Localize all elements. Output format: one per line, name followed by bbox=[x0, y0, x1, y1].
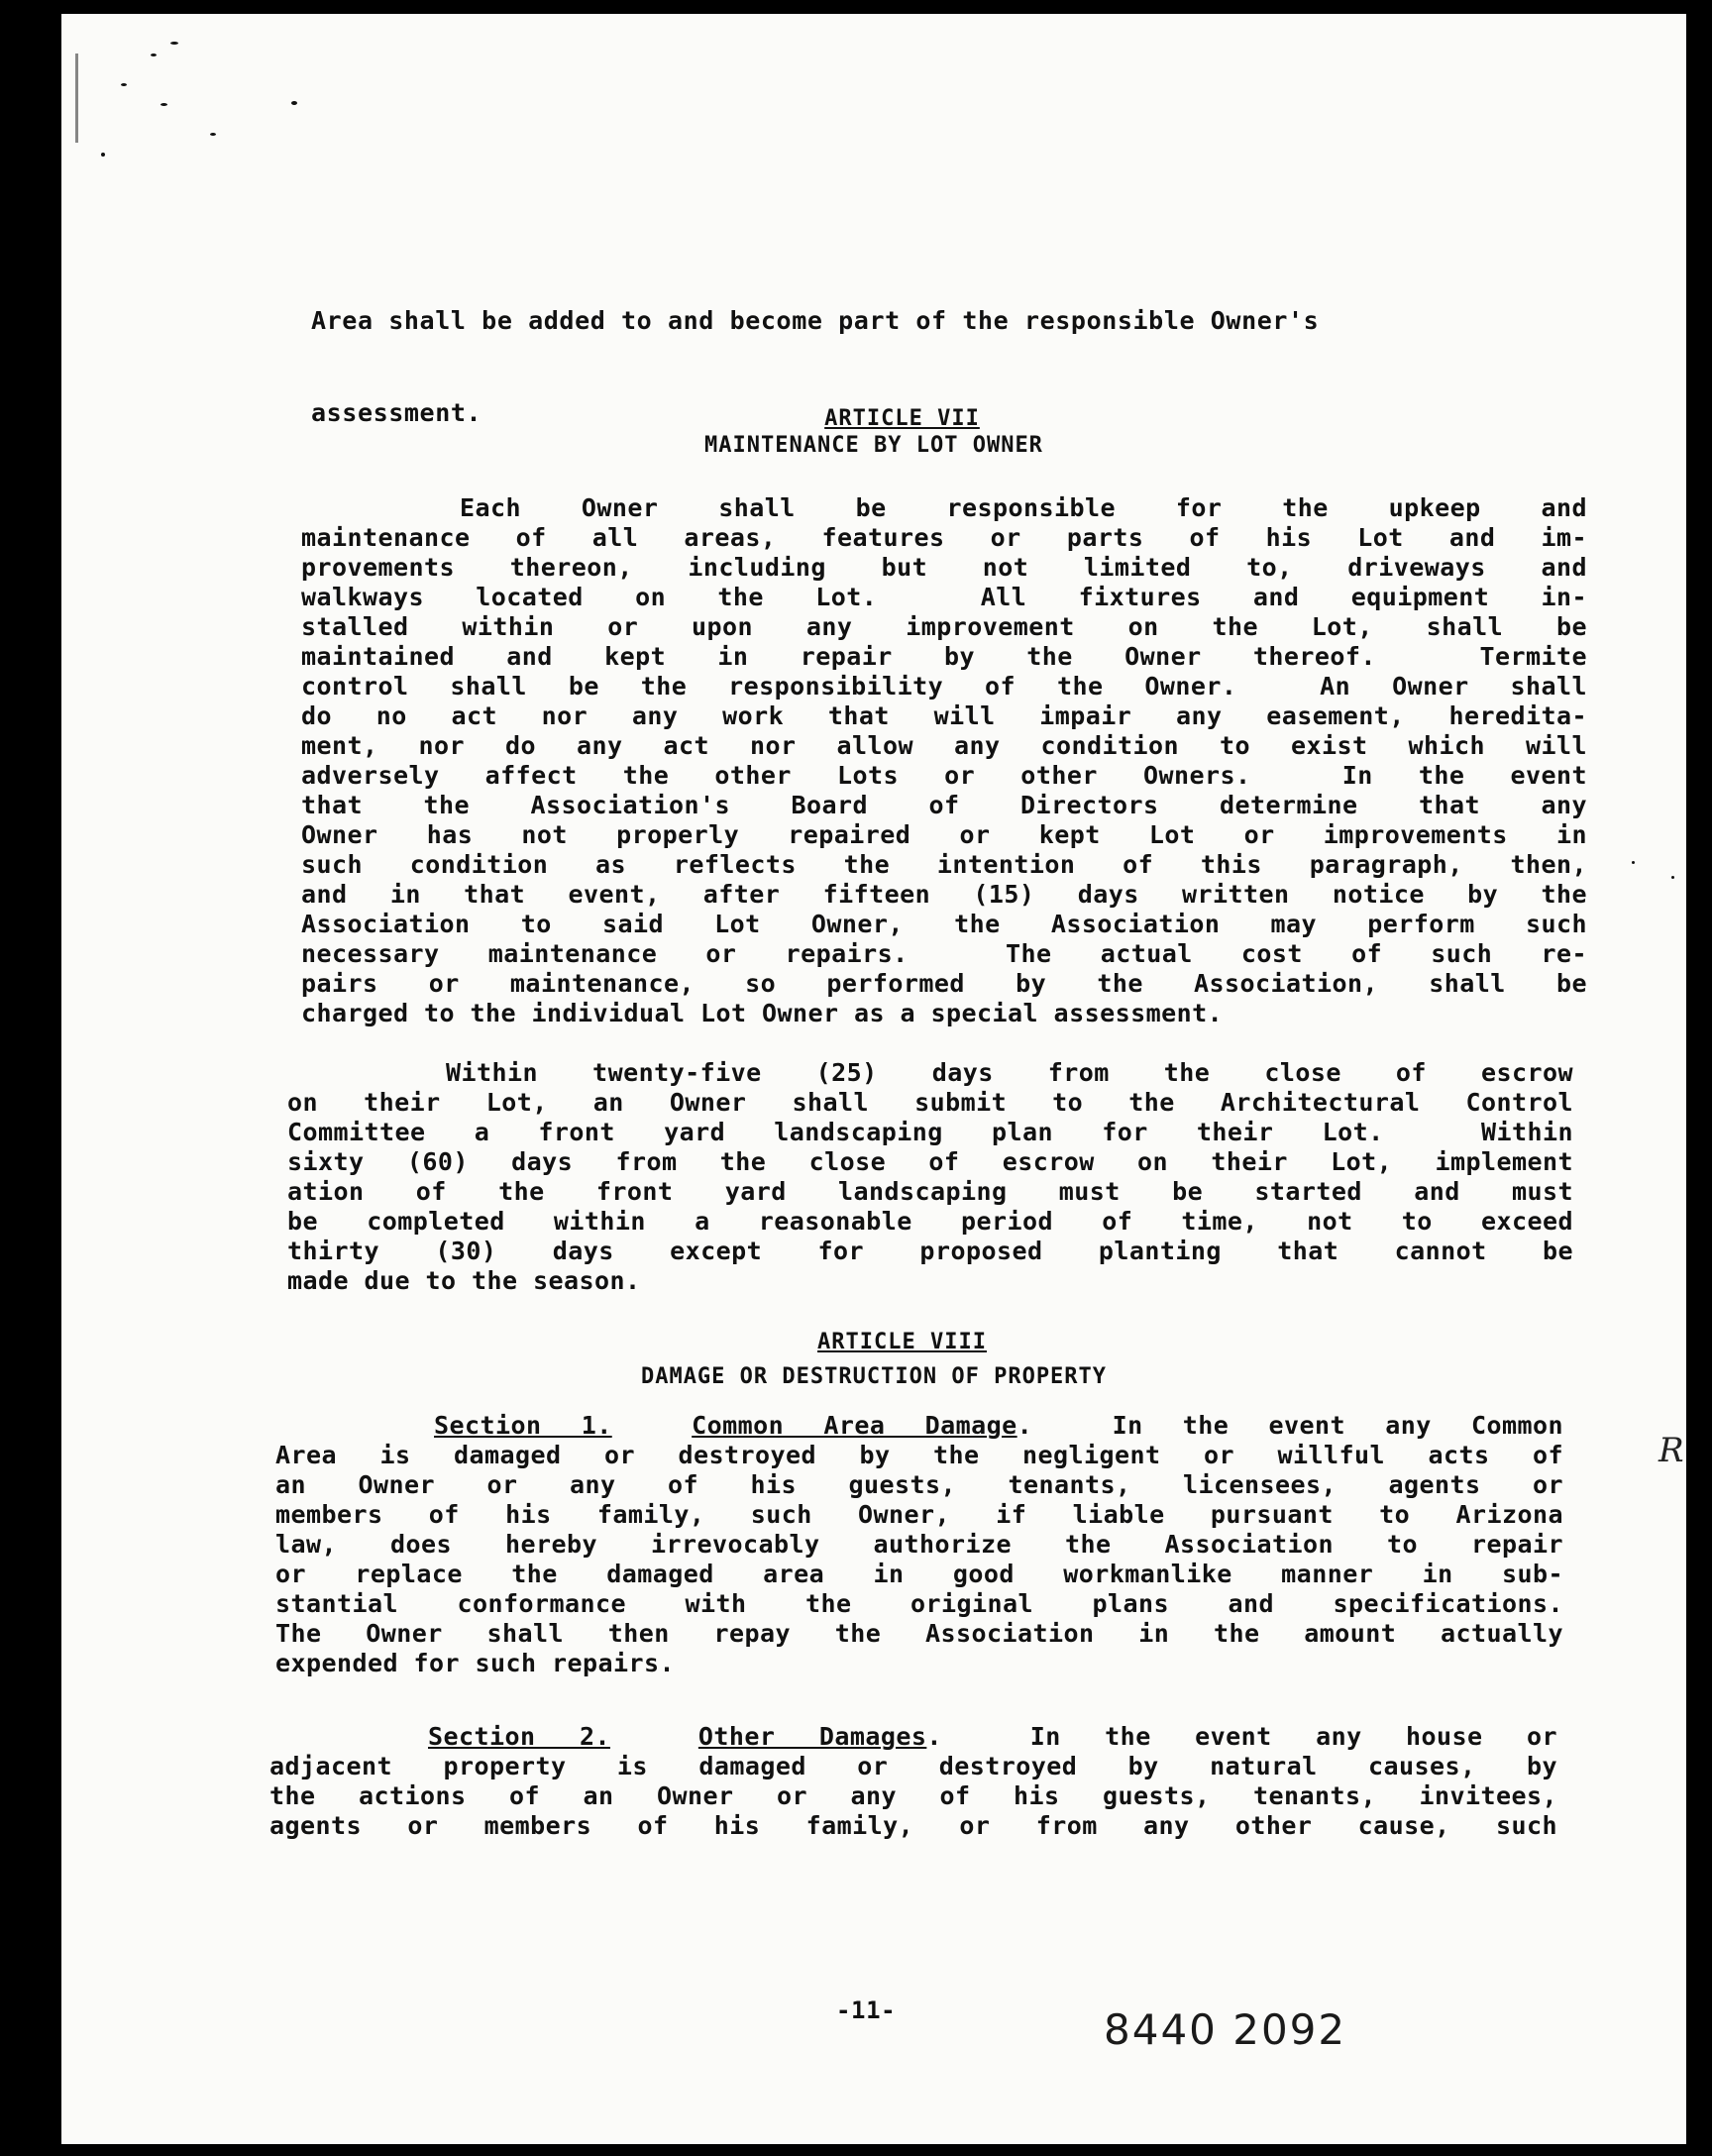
scan-speck bbox=[160, 103, 167, 106]
scan-speck bbox=[75, 54, 78, 143]
text-line: thirty (30) days except for proposed planting that cannot be bbox=[287, 1237, 1573, 1265]
scan-speck bbox=[121, 83, 127, 86]
text-line: . In the event any house or bbox=[926, 1722, 1557, 1751]
text-line: Area shall be added to and become part of the responsible Owner's bbox=[311, 306, 1320, 335]
section-2-label: Section 2. bbox=[428, 1722, 610, 1751]
text-line: necessary maintenance or repairs. The actual cost of such re- bbox=[301, 939, 1587, 968]
section-2-title: Other Damages bbox=[697, 1722, 927, 1751]
article-vii-subheading: MAINTENANCE BY LOT OWNER bbox=[704, 433, 1043, 458]
text-line: such condition as reflects the intention of this paragraph, then, bbox=[301, 850, 1587, 879]
section-1-label: Section 1. bbox=[434, 1411, 612, 1440]
text-line: expended for such repairs. bbox=[275, 1649, 676, 1677]
scan-speck bbox=[170, 42, 178, 45]
text-line: members of his family, such Owner, if liable pursuant to Arizona bbox=[275, 1500, 1563, 1529]
text-line: Association to said Lot Owner, the Association may perform such bbox=[301, 910, 1587, 938]
margin-mark: R bbox=[1658, 1431, 1684, 1470]
scan-speck bbox=[101, 153, 105, 157]
text-line: adjacent property is damaged or destroyed by natural causes, by bbox=[269, 1752, 1557, 1780]
text-line: Each Owner shall be responsible for the upkeep and bbox=[460, 493, 1587, 522]
text-line: charged to the individual Lot Owner as a special assessment. bbox=[301, 999, 1224, 1027]
section-1-first-line bbox=[275, 1411, 1563, 1441]
scan-speck bbox=[291, 101, 297, 105]
text-line: on their Lot, an Owner shall submit to the Architectural Control bbox=[287, 1088, 1573, 1117]
scan-speck bbox=[151, 54, 157, 56]
text-line: do no act nor any work that will impair any easement, heredita- bbox=[301, 701, 1587, 730]
text-line: be completed within a reasonable period of time, not to exceed bbox=[287, 1207, 1573, 1236]
text-line: maintenance of all areas, features or parts of his Lot and im- bbox=[301, 523, 1587, 552]
scan-speck bbox=[1671, 876, 1674, 879]
text-line: ation of the front yard landscaping must be started and must bbox=[287, 1177, 1573, 1206]
scan-speck bbox=[210, 133, 216, 136]
article-viii-subheading: DAMAGE OR DESTRUCTION OF PROPERTY bbox=[640, 1364, 1108, 1389]
text-line: Within twenty-five (25) days from the close of escrow bbox=[446, 1058, 1573, 1087]
text-line: sixty (60) days from the close of escrow on their Lot, implement bbox=[287, 1147, 1573, 1176]
text-line: stalled within or upon any improvement on the Lot, shall be bbox=[301, 612, 1587, 641]
text-line: ment, nor do any act nor allow any condition to exist which will bbox=[301, 731, 1587, 760]
text-line: law, does hereby irrevocably authorize the Association to repair bbox=[275, 1530, 1563, 1559]
text-line: assessment. bbox=[311, 398, 482, 427]
text-line: maintained and kept in repair by the Owner thereof. Termite bbox=[301, 642, 1587, 671]
text-line: adversely affect the other Lots or other Owners. In the event bbox=[301, 761, 1587, 790]
text-line: or replace the damaged area in good workmanlike manner in sub- bbox=[275, 1560, 1563, 1588]
page-number: -11- bbox=[836, 1996, 897, 2024]
text-line: stantial conformance with the original plans and specifications. bbox=[275, 1589, 1563, 1618]
section-1-paragraph bbox=[275, 1411, 1563, 1678]
bates-number: 8440 2092 bbox=[1104, 2005, 1347, 2054]
article-vii-title: ARTICLE VII bbox=[824, 406, 980, 431]
scan-speck bbox=[1632, 861, 1635, 864]
text-line: control shall be the responsibility of the Owner. An Owner shall bbox=[301, 672, 1587, 701]
text-line: made due to the season. bbox=[287, 1266, 641, 1295]
text-line: pairs or maintenance, so performed by the Association, shall be bbox=[301, 969, 1587, 998]
text-line: an Owner or any of his guests, tenants, licensees, agents or bbox=[275, 1470, 1563, 1499]
text-line: Committee a front yard landscaping plan for their Lot. Within bbox=[287, 1118, 1573, 1146]
text-line: Owner has not properly repaired or kept Lot or improvements in bbox=[301, 820, 1587, 849]
text-line: agents or members of his family, or from any other cause, such bbox=[269, 1811, 1557, 1840]
text-line: . In the event any Common bbox=[1016, 1411, 1563, 1440]
text-line: walkways located on the Lot. All fixtures and equipment in- bbox=[301, 583, 1587, 611]
text-line: Area is damaged or destroyed by the negligent or willful acts of bbox=[275, 1441, 1563, 1469]
text-line: The Owner shall then repay the Association in the amount actually bbox=[275, 1619, 1563, 1648]
section-2-paragraph bbox=[269, 1722, 1557, 1841]
document-page bbox=[61, 14, 1686, 2144]
text-line: provements thereon, including but not limited to, driveways and bbox=[301, 553, 1587, 582]
article-viii-title: ARTICLE VIII bbox=[817, 1330, 987, 1354]
article-vii-paragraph-1 bbox=[301, 493, 1587, 1028]
text-line: and in that event, after fifteen (15) days written notice by the bbox=[301, 880, 1587, 909]
text-line: the actions of an Owner or any of his guests, tenants, invitees, bbox=[269, 1781, 1557, 1810]
text-line: that the Association's Board of Directors determine that any bbox=[301, 791, 1587, 819]
article-vii-paragraph-2 bbox=[287, 1058, 1573, 1296]
section-2-first-line bbox=[269, 1722, 1557, 1752]
section-1-title: Common Area Damage bbox=[692, 1411, 1017, 1440]
